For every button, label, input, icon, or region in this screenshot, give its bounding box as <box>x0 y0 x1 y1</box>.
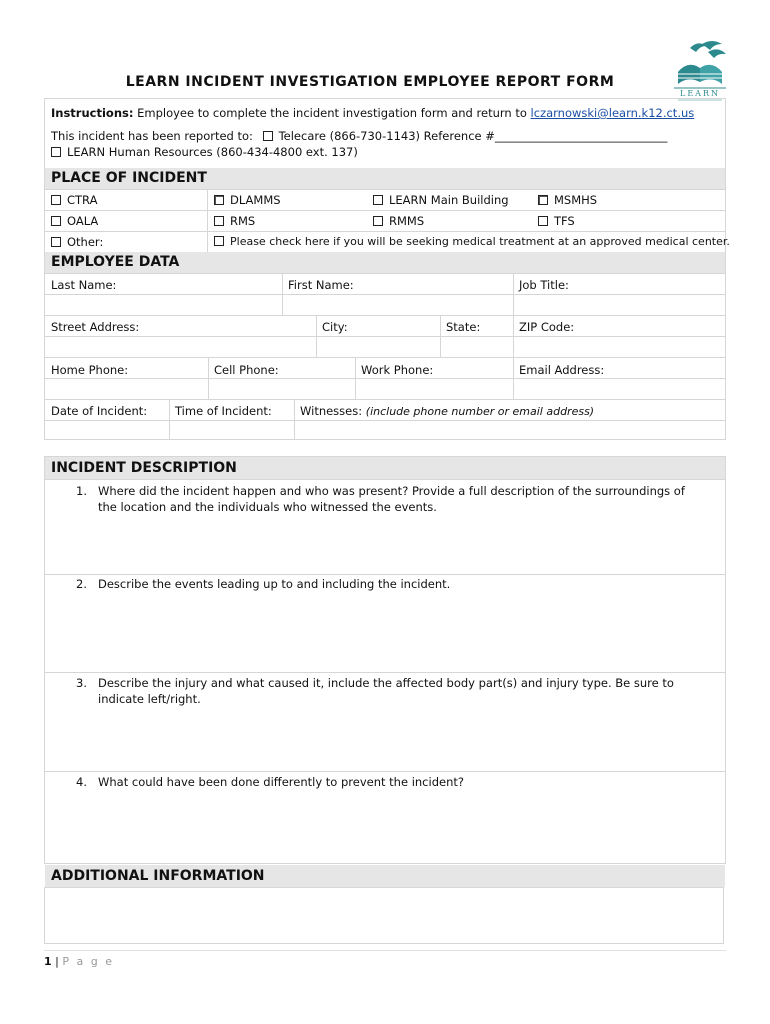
hr-checkbox[interactable] <box>51 147 61 157</box>
option-label: Other: <box>67 235 104 249</box>
learn-logo <box>672 38 728 102</box>
page-word: P a g e <box>62 955 114 968</box>
first-name-label: First Name: <box>288 278 354 292</box>
employee-heading: EMPLOYEE DATA <box>45 252 725 273</box>
question-text: Describe the injury and what caused it, include the affected body part(s) and injury type. Be sure to indicate left/right. <box>98 676 674 706</box>
question-1[interactable] <box>76 483 696 515</box>
option-tfs[interactable] <box>538 214 575 228</box>
question-number: 4. <box>76 775 87 789</box>
checkbox[interactable] <box>51 237 61 247</box>
question-number: 1. <box>76 484 87 498</box>
checkbox[interactable] <box>51 216 61 226</box>
place-heading: PLACE OF INCIDENT <box>45 168 725 189</box>
checkbox[interactable] <box>214 236 224 246</box>
job-title-label: Job Title: <box>519 278 569 292</box>
hr-label: LEARN Human Resources (860-434-4800 ext. 137) <box>67 145 358 159</box>
option-label: RMMS <box>389 214 425 228</box>
last-name-label: Last Name: <box>51 278 117 292</box>
option-learn-main[interactable] <box>373 193 509 207</box>
witnesses-text: Witnesses: <box>300 404 363 418</box>
witnesses-hint: (include phone number or email address) <box>365 405 595 418</box>
telecare-label: Telecare (866-730-1143) Reference #______________________________ <box>278 129 668 143</box>
question-3[interactable] <box>76 675 696 707</box>
medical-treatment-option[interactable] <box>214 235 730 248</box>
date-label: Date of Incident: <box>51 404 148 418</box>
option-label: DLAMMS <box>230 193 281 207</box>
medical-label: Please check here if you will be seeking medical treatment at an approved medical center. <box>230 235 730 248</box>
zip-label: ZIP Code: <box>519 320 575 334</box>
question-number: 3. <box>76 676 87 690</box>
option-msmhs[interactable] <box>538 193 597 207</box>
incident-description-box <box>44 456 726 864</box>
option-ctra[interactable] <box>51 193 97 207</box>
checkbox[interactable] <box>538 195 548 205</box>
reported-to-line <box>51 129 667 143</box>
option-dlamms[interactable] <box>214 193 281 207</box>
additional-heading: ADDITIONAL INFORMATION <box>45 865 725 887</box>
work-phone-label: Work Phone: <box>361 363 434 377</box>
cell-phone-label: Cell Phone: <box>214 363 279 377</box>
question-4[interactable] <box>76 774 696 790</box>
logo-text: LEARN <box>680 89 720 98</box>
option-label: MSMHS <box>554 193 598 207</box>
page-number: 1 <box>44 955 52 968</box>
option-label: TFS <box>554 214 575 228</box>
option-label: LEARN Main Building <box>389 193 509 207</box>
option-oala[interactable] <box>51 214 98 228</box>
checkbox[interactable] <box>373 195 383 205</box>
page-footer <box>44 955 114 968</box>
time-label: Time of Incident: <box>175 404 272 418</box>
hr-line <box>51 145 358 159</box>
option-label: RMS <box>230 214 256 228</box>
additional-info-box[interactable] <box>44 887 724 944</box>
instructions-line <box>51 106 694 120</box>
question-2[interactable] <box>76 576 696 592</box>
question-text: Where did the incident happen and who was present? Provide a full description of the surroundings of the location and the individuals who witnessed the events. <box>98 484 685 514</box>
email-link[interactable]: lczarnowski@learn.k12.ct.us <box>530 106 695 120</box>
home-phone-label: Home Phone: <box>51 363 129 377</box>
checkbox[interactable] <box>51 195 61 205</box>
reported-to-label: This incident has been reported to: <box>51 129 253 143</box>
question-number: 2. <box>76 577 87 591</box>
question-text: Describe the events leading up to and including the incident. <box>98 577 451 591</box>
option-rmms[interactable] <box>373 214 424 228</box>
option-label: CTRA <box>67 193 98 207</box>
question-text: What could have been done differently to prevent the incident? <box>98 775 464 789</box>
city-label: City: <box>322 320 348 334</box>
state-label: State: <box>446 320 481 334</box>
form-title: LEARN INCIDENT INVESTIGATION EMPLOYEE REPORT FORM <box>125 74 615 90</box>
instructions-text: Employee to complete the incident investigation form and return to <box>137 106 527 120</box>
street-label: Street Address: <box>51 320 140 334</box>
description-heading: INCIDENT DESCRIPTION <box>45 457 725 479</box>
option-rms[interactable] <box>214 214 255 228</box>
checkbox[interactable] <box>214 195 224 205</box>
witnesses-label <box>300 404 594 418</box>
option-other[interactable] <box>51 235 103 249</box>
telecare-checkbox[interactable] <box>263 131 273 141</box>
option-label: OALA <box>67 214 99 228</box>
page-separator: | <box>55 955 59 968</box>
instructions-label: Instructions: <box>51 106 134 120</box>
checkbox[interactable] <box>214 216 224 226</box>
checkbox[interactable] <box>373 216 383 226</box>
checkbox[interactable] <box>538 216 548 226</box>
email-label: Email Address: <box>519 363 605 377</box>
